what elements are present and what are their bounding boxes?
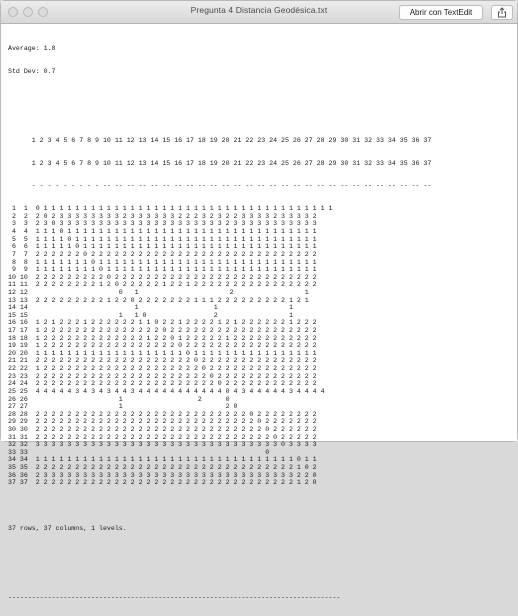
matrix-row: 13 13 2 2 2 2 2 2 2 2 2 1 2 2 0 2 2 2 2 2 2 2 1 1 1 2 2 2 2 2 2 2 2 2 1 2 1: [8, 296, 309, 304]
matrix-row: 15 15 1 1 0 2 1: [8, 311, 293, 319]
column-header-2: 1 2 3 4 5 6 7 8 9 10 11 12 13 14 15 16 17 18 19 20 21 22 23 24 25 26 27 28 29 30 31 32 33 34 35 36 37: [8, 159, 432, 167]
document-text: [8, 30, 431, 616]
share-button[interactable]: [491, 5, 513, 20]
matrix-row: 11 11 2 2 2 2 2 2 2 2 1 2 0 2 2 2 2 2 1 2 2 1 2 2 2 2 2 2 2 2 2 2 2 2 2 2 2 2: [8, 281, 317, 289]
blank-line: [8, 571, 431, 579]
std-dev-line: Std Dev: 0.7: [8, 68, 56, 76]
distance-matrix: [8, 205, 431, 487]
open-with-textedit-button[interactable]: Abrir con TextEdit: [399, 5, 483, 20]
matrix-row: 32 32 3 3 3 3 3 3 3 3 3 3 3 3 3 3 3 3 3 3 3 3 3 3 3 3 3 3 3 3 3 3 3 0 3 3 3 3: [8, 441, 317, 449]
header-separator: - - - - - - - - - -- -- -- -- -- -- -- -- -- -- -- -- -- -- -- -- -- -- -- -- -- -- -- -- -- -- -- --: [8, 182, 432, 190]
blank-line: [8, 91, 431, 99]
matrix-row: 28 28 2 2 2 2 2 2 2 2 2 2 2 2 2 2 2 2 2 2 2 2 2 2 2 2 2 2 2 0 2 2 2 2 2 2 2 2: [8, 410, 317, 418]
matrix-row: 31 31 2 2 2 2 2 2 2 2 2 2 2 2 2 2 2 2 2 2 2 2 2 2 2 2 2 2 2 2 2 2 0 2 2 2 2 2: [8, 433, 317, 441]
matrix-row: 26 26 1 2 0: [8, 395, 230, 403]
column-header-1: 1 2 3 4 5 6 7 8 9 10 11 12 13 14 15 16 17 18 19 20 21 22 23 24 25 26 27 28 29 30 31 32 33 34 35 36 37: [8, 136, 432, 144]
matrix-row: 12 12 0 1 2 1: [8, 288, 309, 296]
matrix-row: 27 27 1 2 0: [8, 403, 238, 411]
matrix-row: 24 24 2 2 2 2 2 2 2 2 2 2 2 2 2 2 2 2 2 2 2 2 2 2 2 0 2 2 2 2 2 2 2 2 2 2 2 2: [8, 380, 317, 388]
matrix-row: 17 17 1 2 2 2 2 2 2 2 2 2 2 2 2 2 2 2 0 2 2 2 2 2 2 2 2 2 2 2 2 2 2 2 2 2 2 2: [8, 327, 317, 335]
matrix-row: 37 37 2 2 2 2 2 2 2 2 2 2 2 2 2 2 2 2 2 2 2 2 2 2 2 2 2 2 2 2 2 2 2 2 2 1 2 0: [8, 479, 317, 487]
matrix-row: 9 9 1 1 1 1 1 1 1 1 0 1 1 1 1 1 1 1 1 1 1 1 1 1 1 1 1 1 1 1 1 1 1 1 1 1 1 1: [8, 266, 317, 274]
matrix-row: 23 23 2 2 2 2 2 2 2 2 2 2 2 2 2 2 2 2 2 2 2 2 2 2 0 2 2 2 2 2 2 2 2 2 2 2 2 2: [8, 372, 317, 380]
matrix-row: 25 25 4 4 4 4 4 3 4 3 4 3 4 4 3 4 4 4 4 4 4 4 4 4 4 4 0 4 3 4 4 4 4 4 3 4 4 4 4: [8, 387, 325, 395]
matrix-row: 20 20 1 1 1 1 1 1 1 1 1 1 1 1 1 1 1 1 1 1 1 0 1 1 1 1 1 1 1 1 1 1 1 1 1 1 1 1: [8, 349, 317, 357]
blank-line: [8, 502, 431, 510]
blank-line: [8, 114, 431, 122]
matrix-row: 36 36 2 3 3 3 3 3 3 3 3 3 3 3 3 3 3 3 3 3 3 3 3 3 3 3 3 3 3 3 3 3 3 3 3 2 2 0: [8, 471, 317, 479]
matrix-row: 19 19 1 2 2 2 2 2 2 2 2 2 2 2 2 2 2 2 2 2 0 2 2 2 2 2 2 2 2 2 2 2 2 2 2 2 2 2: [8, 342, 317, 350]
matrix-row: 34 34 1 1 1 1 1 1 1 1 1 1 1 1 1 1 1 1 1 1 1 1 1 1 1 1 1 1 1 1 1 1 1 1 1 0 1 1: [8, 456, 317, 464]
matrix-row: 1 1 0 1 1 1 1 1 1 1 1 1 1 1 1 1 1 1 1 1 1 1 1 1 1 1 1 1 1 1 1 1 1 1 1 1 1 1 1 1: [8, 205, 333, 213]
share-icon: [497, 7, 507, 18]
matrix-row: 7 7 2 2 2 2 2 2 0 2 2 2 2 2 2 2 2 2 2 2 2 2 2 2 2 2 2 2 2 2 2 2 2 2 2 2 2 2: [8, 250, 317, 258]
summary-line: 37 rows, 37 columns, 1 levels.: [8, 524, 127, 532]
matrix-row: 5 5 1 1 1 1 0 1 1 1 1 1 1 1 1 1 1 1 1 1 1 1 1 1 1 1 1 1 1 1 1 1 1 1 1 1 1 1: [8, 235, 317, 243]
matrix-row: 8 8 1 1 1 1 1 1 1 0 1 1 1 1 1 1 1 1 1 1 1 1 1 1 1 1 1 1 1 1 1 1 1 1 1 1 1 1: [8, 258, 317, 266]
matrix-row: 3 3 2 3 0 3 3 3 3 3 3 3 3 3 3 3 3 3 3 3 3 3 3 3 3 3 2 3 3 3 3 3 3 3 3 3 3 3: [8, 220, 317, 228]
blank-line: [8, 548, 431, 556]
matrix-row: 6 6 1 1 1 1 1 0 1 1 1 1 1 1 1 1 1 1 1 1 1 1 1 1 1 1 1 1 1 1 1 1 1 1 1 1 1 1: [8, 243, 317, 251]
matrix-row: 10 10 2 2 2 2 2 2 2 2 2 0 2 2 2 2 2 2 2 2 2 2 2 2 2 2 2 2 2 2 2 2 2 2 2 2 2 2: [8, 273, 317, 281]
matrix-row: 33 33 0: [8, 448, 270, 456]
window-title: Pregunta 4 Distancia Geodésica.txt: [190, 5, 328, 15]
matrix-row: 18 18 1 2 2 2 2 2 2 2 2 2 2 2 2 2 1 2 2 0 1 2 2 2 2 2 1 2 2 2 2 2 2 2 2 2 2 2: [8, 334, 317, 342]
title-bar: [1, 1, 517, 24]
matrix-row: 4 4 1 1 1 0 1 1 1 1 1 1 1 1 1 1 1 1 1 1 1 1 1 1 1 1 1 1 1 1 1 1 1 1 1 1 1 1: [8, 228, 317, 236]
average-line: Average: 1.8: [8, 45, 56, 53]
matrix-row: 22 22 1 2 2 2 2 2 2 2 2 2 2 2 2 2 2 2 2 2 2 2 2 0 2 2 2 2 2 2 2 2 2 2 2 2 2 2: [8, 365, 317, 373]
matrix-row: 30 30 2 2 2 2 2 2 2 2 2 2 2 2 2 2 2 2 2 2 2 2 2 2 2 2 2 2 2 2 2 0 2 2 2 2 2 2: [8, 425, 317, 433]
matrix-row: 2 2 2 0 2 3 3 3 3 3 3 3 3 2 3 3 3 3 3 3 2 2 2 3 2 3 2 2 3 3 3 3 2 3 3 3 3 2: [8, 212, 317, 220]
matrix-row: 29 29 2 2 2 2 2 2 2 2 2 2 2 2 2 2 2 2 2 2 2 2 2 2 2 2 2 2 2 2 0 2 2 2 2 2 2 2: [8, 418, 317, 426]
matrix-row: 21 21 2 2 2 2 2 2 2 2 2 2 2 2 2 2 2 2 2 2 2 2 0 2 2 2 2 2 2 2 2 2 2 2 2 2 2 2: [8, 357, 317, 365]
matrix-row: 14 14 1 1 1: [8, 304, 293, 312]
matrix-row: 35 35 2 2 2 2 2 2 2 2 2 2 2 2 2 2 2 2 2 2 2 2 2 2 2 2 2 2 2 2 2 2 2 2 2 1 0 2: [8, 463, 317, 471]
document-content[interactable]: [1, 24, 517, 601]
footer-rule: ------------------------------------------------------------------------------------: [8, 593, 341, 601]
matrix-row: 16 16 1 2 1 2 2 2 1 2 2 2 2 2 2 1 1 0 2 2 1 2 2 2 2 1 2 1 2 2 2 2 2 2 1 2 2 2: [8, 319, 317, 327]
